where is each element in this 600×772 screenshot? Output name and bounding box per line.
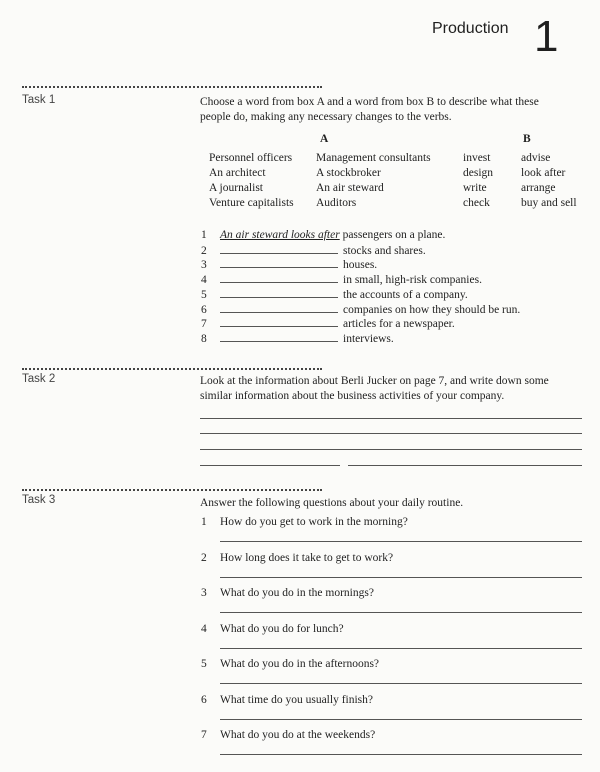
- item-text: stocks and shares.: [343, 244, 426, 257]
- answer-line[interactable]: [348, 465, 582, 466]
- question-number: 4: [201, 622, 207, 635]
- question-text: What do you do for lunch?: [220, 622, 344, 635]
- task1-instruction: people do, making any necessary changes to the verbs.: [200, 111, 452, 123]
- task1-instruction: Choose a word from box A and a word from box B to describe what these: [200, 96, 539, 108]
- box-a-word: Venture capitalists: [209, 197, 294, 209]
- item-number: 6: [201, 303, 207, 316]
- question-text: How do you get to work in the morning?: [220, 516, 408, 528]
- box-b-word: write: [463, 182, 487, 194]
- question: [201, 729, 375, 741]
- box-b-word: design: [463, 167, 494, 179]
- question: [201, 516, 408, 528]
- box-b-heading: B: [523, 133, 531, 145]
- box-b-word: look after: [521, 167, 566, 179]
- question: [201, 587, 374, 599]
- answer-blank[interactable]: [220, 288, 338, 298]
- question: [201, 694, 373, 706]
- box-a-word: An air steward: [316, 182, 384, 194]
- question-number: 6: [201, 693, 207, 706]
- answer-line[interactable]: [200, 418, 582, 419]
- page-title: Production: [432, 20, 509, 37]
- section-divider: [22, 86, 322, 88]
- question-text: What time do you usually finish?: [220, 693, 373, 706]
- answer-blank[interactable]: [220, 317, 338, 327]
- exercise-item: [201, 258, 377, 271]
- exercise-item: [201, 273, 482, 286]
- answer-line[interactable]: [220, 541, 582, 542]
- answer-line[interactable]: [220, 648, 582, 649]
- question-number: 2: [201, 551, 207, 564]
- answer-line[interactable]: [220, 577, 582, 578]
- exercise-item: [201, 332, 394, 345]
- box-a-word: A journalist: [209, 182, 263, 194]
- answer-line[interactable]: [220, 683, 582, 684]
- item-text: houses.: [343, 259, 378, 272]
- question-text: How long does it take to get to work?: [220, 551, 394, 564]
- task1-label: Task 1: [22, 94, 56, 106]
- item-text: in small, high-risk companies.: [343, 274, 482, 287]
- question-number: 5: [201, 658, 207, 670]
- box-b-word: advise: [521, 152, 551, 164]
- exercise-item: [201, 288, 468, 301]
- item-number: 1: [201, 229, 207, 241]
- task3-label: Task 3: [22, 494, 56, 506]
- answer-blank[interactable]: [220, 332, 338, 342]
- task2-label: Task 2: [22, 373, 56, 385]
- answer-blank[interactable]: [220, 244, 338, 254]
- item-text: companies on how they should be run.: [343, 303, 521, 316]
- item-number: 7: [201, 318, 207, 331]
- item-text: passengers on a plane.: [342, 229, 446, 241]
- answer-line[interactable]: [220, 754, 582, 755]
- item-number: 4: [201, 274, 207, 287]
- exercise-item: [201, 317, 455, 330]
- question: [201, 623, 344, 635]
- question-text: What do you do at the weekends?: [220, 729, 376, 741]
- answer-line[interactable]: [200, 433, 582, 434]
- box-b-word: check: [463, 197, 490, 209]
- answer-blank[interactable]: [220, 303, 338, 313]
- item-text: interviews.: [343, 332, 394, 345]
- task2-instruction: similar information about the business activities of your company.: [200, 390, 505, 402]
- exercise-item: [201, 229, 445, 241]
- item-number: 2: [201, 244, 207, 257]
- answer-line[interactable]: [220, 612, 582, 613]
- section-divider: [22, 368, 322, 370]
- answer-blank[interactable]: [220, 273, 338, 283]
- box-a-word: An architect: [209, 167, 266, 179]
- item-number: 8: [201, 332, 207, 345]
- box-a-word: A stockbroker: [316, 167, 381, 179]
- box-a-heading: A: [320, 133, 329, 145]
- unit-number: 1: [534, 12, 559, 61]
- box-b-word: buy and sell: [521, 197, 577, 209]
- answer-blank[interactable]: [220, 258, 338, 268]
- answer-line[interactable]: [200, 465, 340, 466]
- item-text: articles for a newspaper.: [343, 318, 455, 331]
- box-b-word: invest: [463, 152, 491, 164]
- box-a-word: Personnel officers: [209, 152, 293, 164]
- exercise-item: [201, 244, 426, 257]
- example-answer: An air steward looks after: [220, 229, 340, 241]
- answer-line[interactable]: [220, 719, 582, 720]
- question-number: 1: [201, 516, 207, 528]
- section-divider: [22, 489, 322, 491]
- item-text: the accounts of a company.: [343, 288, 468, 301]
- item-number: 5: [201, 288, 207, 301]
- box-a-word: Management consultants: [316, 152, 431, 164]
- question-text: What do you do in the mornings?: [220, 587, 374, 599]
- item-number: 3: [201, 259, 207, 272]
- exercise-item: [201, 303, 520, 316]
- question: [201, 658, 379, 670]
- box-b-word: arrange: [521, 182, 556, 194]
- question: [201, 552, 393, 564]
- box-a-word: Auditors: [316, 197, 357, 209]
- task3-instruction: Answer the following questions about your daily routine.: [200, 497, 464, 509]
- question-number: 3: [201, 587, 207, 599]
- question-number: 7: [201, 729, 207, 741]
- answer-line[interactable]: [200, 449, 582, 450]
- question-text: What do you do in the afternoons?: [220, 658, 380, 670]
- task2-instruction: Look at the information about Berli Jucker on page 7, and write down some: [200, 375, 549, 387]
